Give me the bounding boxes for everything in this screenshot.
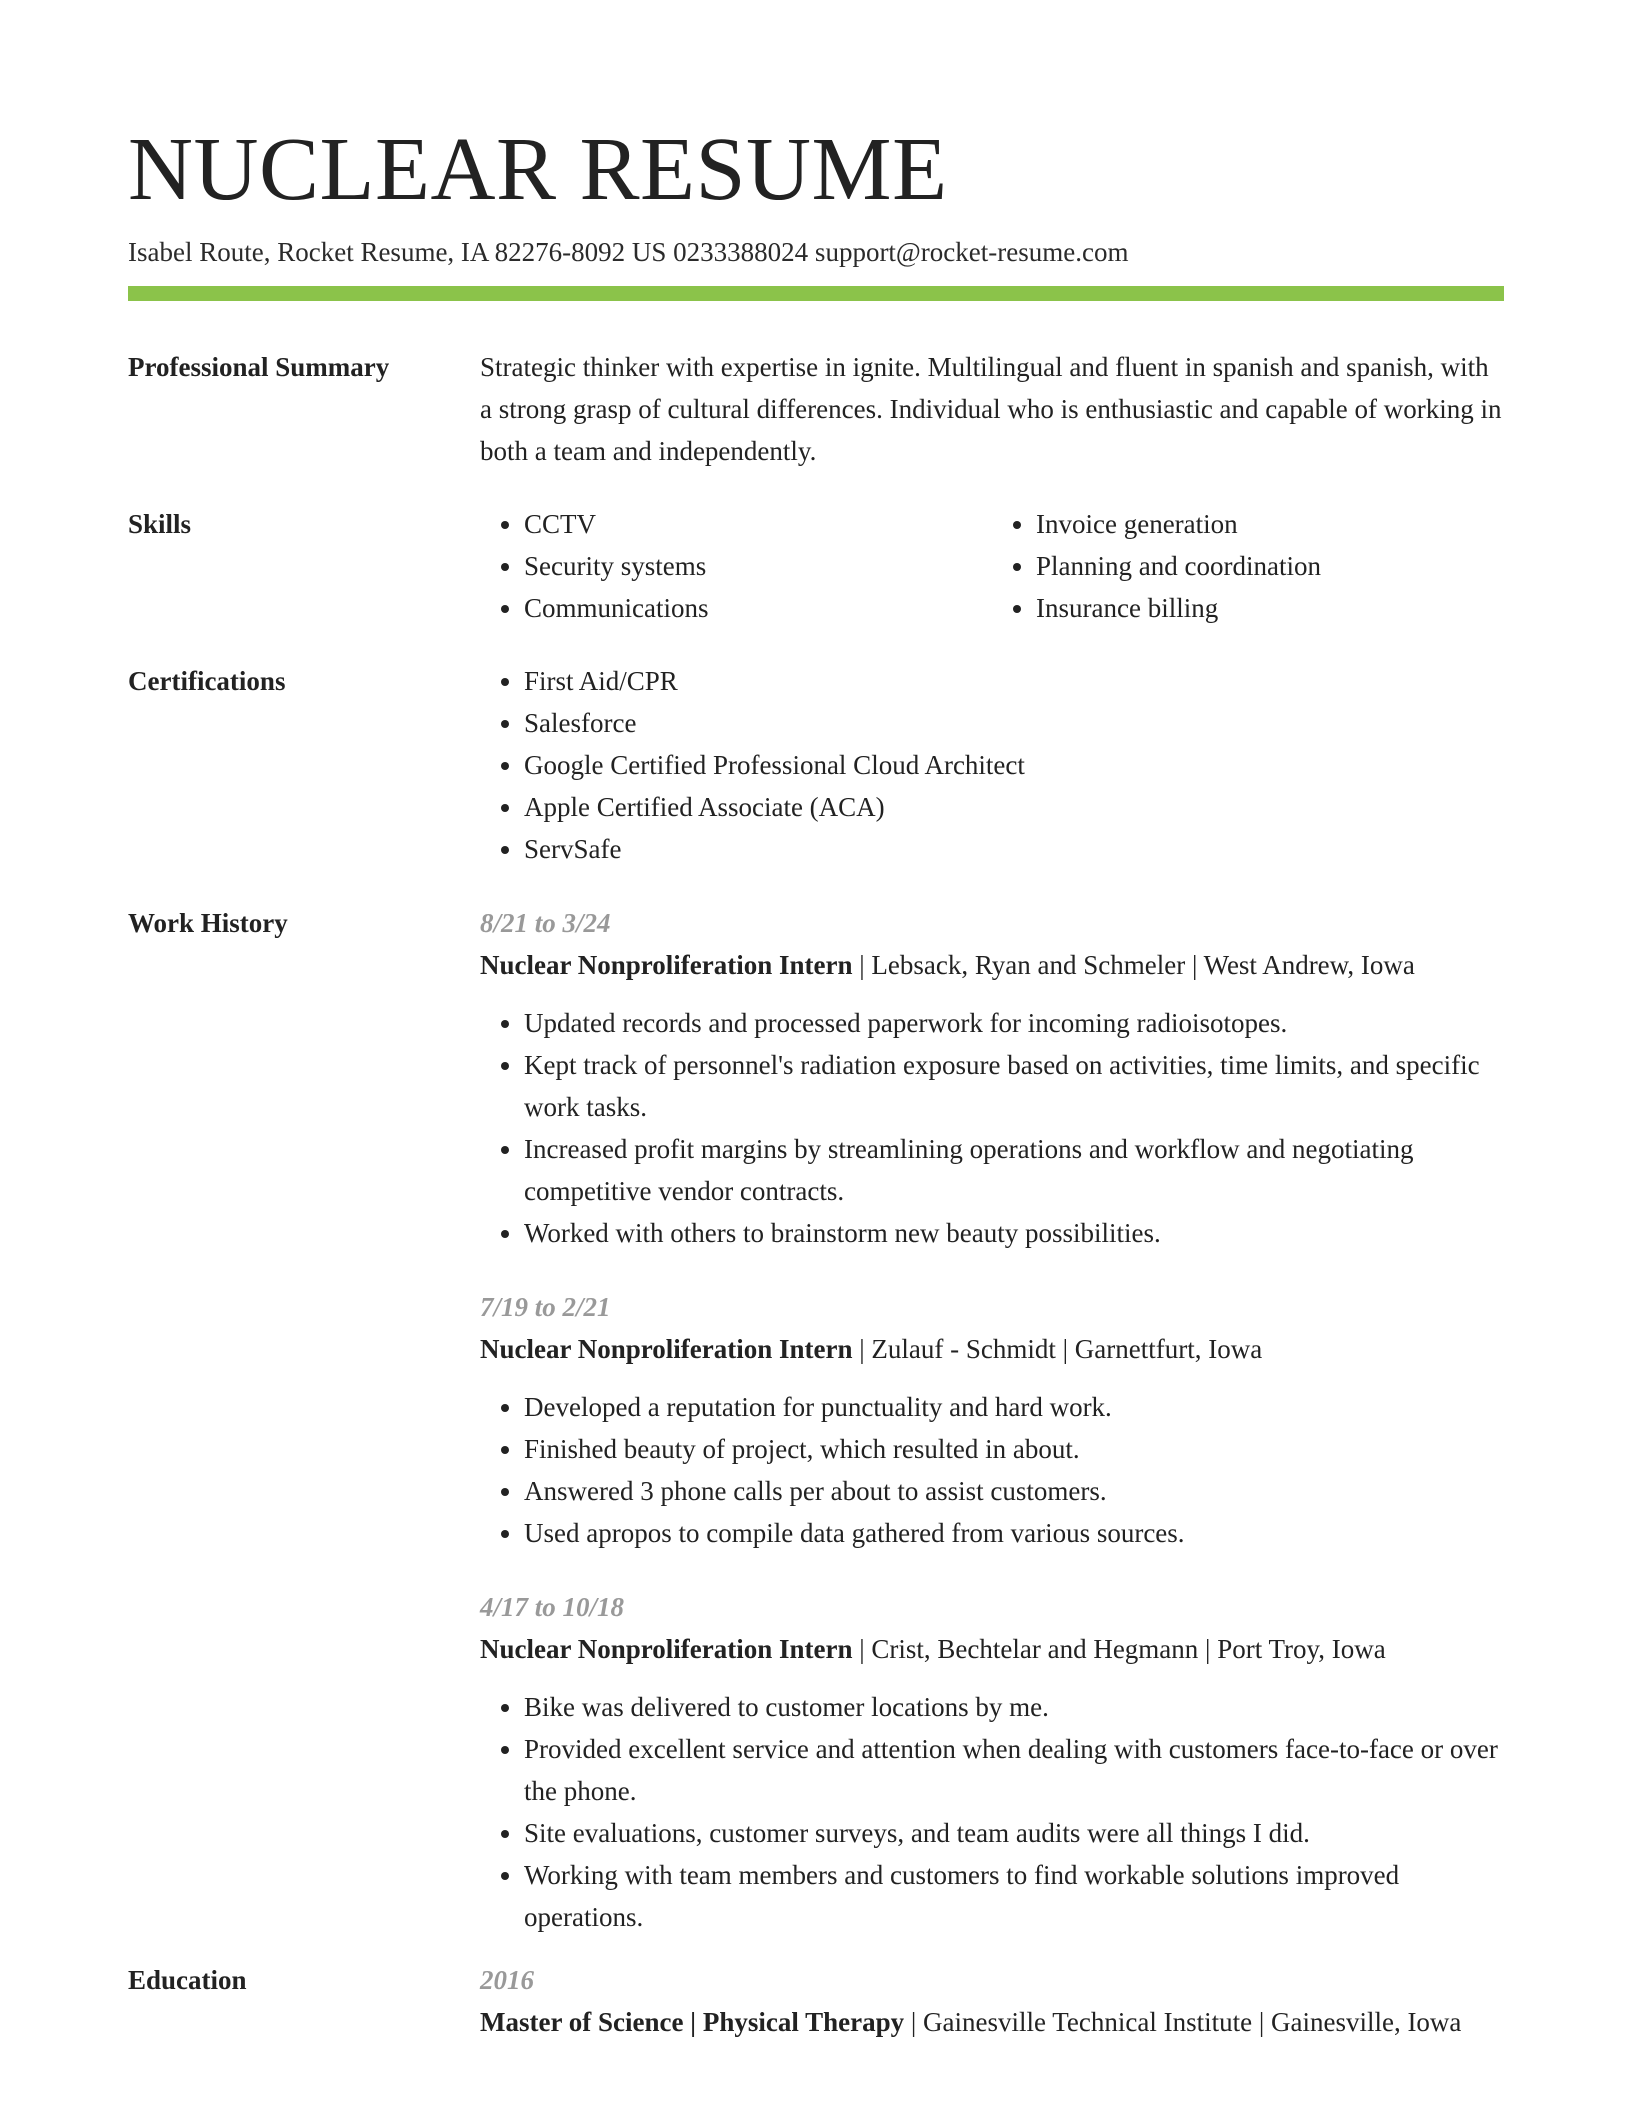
education-degree: Master of Science | Physical Therapy [480, 2007, 905, 2037]
job-bullet: • Finished beauty of project, which resulted in about. [524, 1428, 1504, 1470]
job-bullet: • Used apropos to compile data gathered from various sources. [524, 1512, 1504, 1554]
section-label: Education [128, 1965, 247, 1995]
certification-item: • ServSafe [524, 828, 1504, 870]
education-date: 2016 [480, 1965, 534, 1995]
job-bullet: • Kept track of personnel's radiation exposure based on activities, time limits, and specific work tasks. [524, 1044, 1504, 1128]
skill-item: • CCTV [524, 503, 992, 545]
certification-item: • Salesforce [524, 702, 1504, 744]
job-details: | Lebsack, Ryan and Schmeler | West Andrew, Iowa [852, 950, 1415, 980]
certifications-list [480, 660, 1504, 870]
accent-divider [128, 286, 1504, 301]
certification-item: • Google Certified Professional Cloud Architect [524, 744, 1504, 786]
job-bullets [480, 1386, 1504, 1554]
skills-columns [480, 503, 1504, 629]
job-bullet: • Provided excellent service and attention when dealing with customers face-to-face or over the phone. [524, 1728, 1504, 1812]
job-bullet: • Site evaluations, customer surveys, and team audits were all things I did. [524, 1812, 1504, 1854]
summary-text: Strategic thinker with expertise in ignite. Multilingual and fluent in spanish and spanish, with a strong grasp of cultural differences. Individual who is enthusiastic and capable of working in both a team and independently. [480, 352, 1502, 466]
job-bullet: • Working with team members and customers to find workable solutions improved operations. [524, 1854, 1504, 1938]
job-bullet: • Answered 3 phone calls per about to assist customers. [524, 1470, 1504, 1512]
job-bullets [480, 1002, 1504, 1254]
job-role: Nuclear Nonproliferation Intern [480, 1634, 853, 1664]
section-label: Professional Summary [128, 352, 390, 382]
skill-item: • Communications [524, 587, 992, 629]
job-bullet: • Updated records and processed paperwork for incoming radioisotopes. [524, 1002, 1504, 1044]
certification-item: • Apple Certified Associate (ACA) [524, 786, 1504, 828]
job-entry [480, 1586, 1504, 1938]
job-details: | Zulauf - Schmidt | Garnettfurt, Iowa [852, 1334, 1263, 1364]
job-title-line [480, 1328, 1504, 1370]
skill-item: • Security systems [524, 545, 992, 587]
skill-item: • Planning and coordination [1036, 545, 1504, 587]
job-bullet: • Increased profit margins by streamlining operations and workflow and negotiating competitive vendor contracts. [524, 1128, 1504, 1212]
skill-item: • Invoice generation [1036, 503, 1504, 545]
resume-title: NUCLEAR RESUME [128, 120, 948, 219]
skills-list-left [480, 503, 992, 629]
job-details: | Crist, Bechtelar and Hegmann | Port Troy, Iowa [852, 1634, 1386, 1664]
education-body [480, 1959, 1504, 2043]
resume-header [128, 118, 1504, 270]
job-bullets [480, 1686, 1504, 1938]
skills-list-right [992, 503, 1504, 629]
job-entry [480, 902, 1504, 1254]
job-bullet: • Worked with others to brainstorm new beauty possibilities. [524, 1212, 1504, 1254]
job-dates: 8/21 to 3/24 [480, 908, 611, 938]
work-history-body [480, 902, 1504, 1938]
job-title-line [480, 1628, 1504, 1670]
job-role: Nuclear Nonproliferation Intern [480, 1334, 853, 1364]
education-details: | Gainesville Technical Institute | Gainesville, Iowa [904, 2007, 1462, 2037]
section-label: Work History [128, 908, 288, 938]
education-line [480, 2001, 1504, 2043]
job-bullet: • Bike was delivered to customer locations by me. [524, 1686, 1504, 1728]
certifications-body [480, 660, 1504, 870]
job-dates: 7/19 to 2/21 [480, 1292, 611, 1322]
job-bullet: • Developed a reputation for punctuality and hard work. [524, 1386, 1504, 1428]
job-title-line [480, 944, 1504, 986]
section-label: Skills [128, 509, 192, 539]
section-label: Certifications [128, 666, 286, 696]
certification-item: • First Aid/CPR [524, 660, 1504, 702]
job-entry [480, 1286, 1504, 1554]
job-dates: 4/17 to 10/18 [480, 1592, 625, 1622]
contact-line: Isabel Route, Rocket Resume, IA 82276-8092 US 0233388024 support@rocket-resume.com [128, 237, 1129, 267]
job-role: Nuclear Nonproliferation Intern [480, 950, 853, 980]
skill-item: • Insurance billing [1036, 587, 1504, 629]
